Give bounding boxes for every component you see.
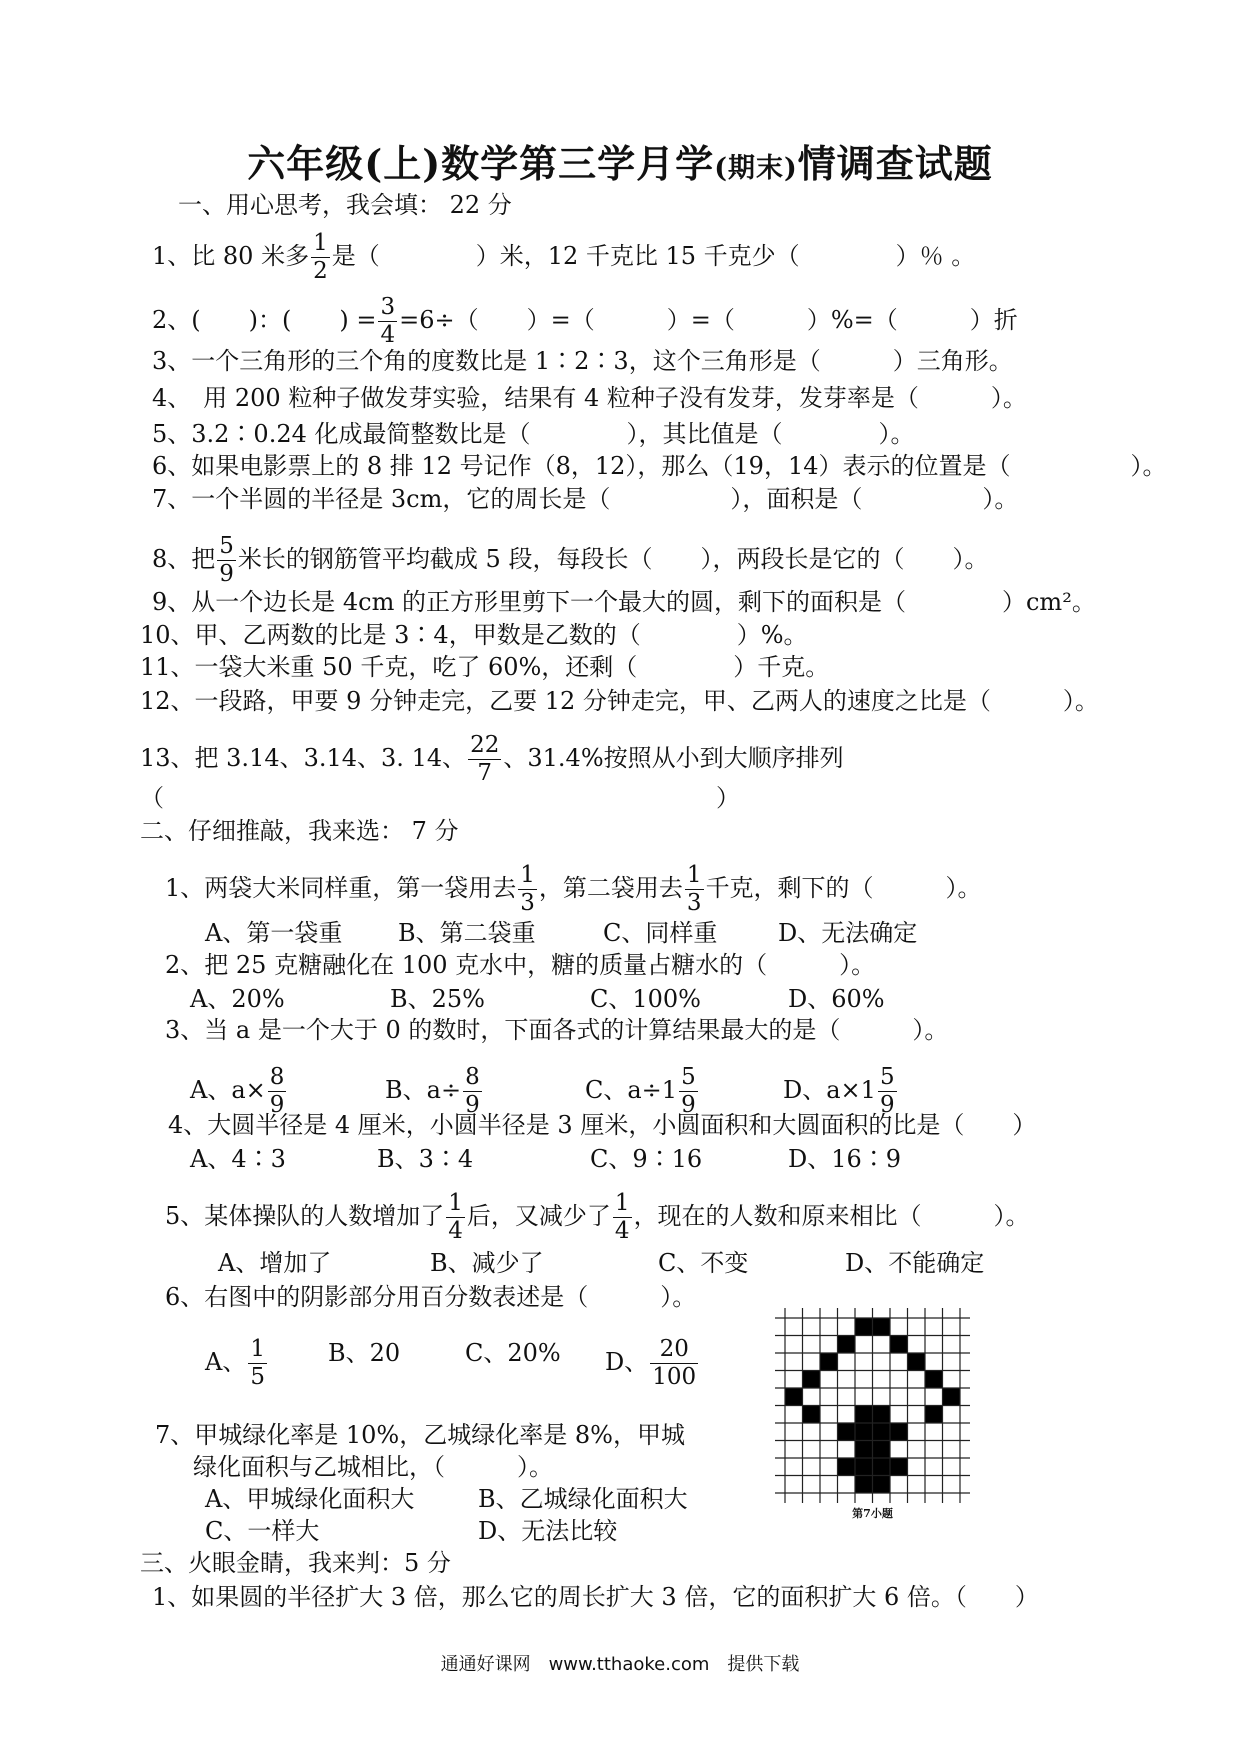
s2-question-7-line2: 绿化面积与乙城相比，（ ）。 [193,1453,553,1481]
s2-question-1: 1、两袋大米同样重，第一袋用去 $\frac{1}{3}$ ，第二袋用去 $\frac{1}{3}$ 千克，剩下的（ ）。 [165,862,982,916]
s1-question-7: 7、一个半圆的半径是 3cm，它的周长是（ ），面积是（ ）。 [152,485,1019,513]
shaded-cell [873,1476,891,1494]
s2-q7-option-d: D、无法比较 [478,1517,618,1545]
s2-question-3: 3、当 a 是一个大于 0 的数时，下面各式的计算结果最大的是（ ）。 [165,1016,949,1044]
s1-question-3: 3、一个三角形的三个角的度数比是 1∶2∶3，这个三角形是（ ）三角形。 [152,347,1013,375]
s2-q5-option-d: D、不能确定 [845,1249,985,1277]
s2-question-2: 2、把 25 克糖融化在 100 克水中，糖的质量占糖水的（ ）。 [165,951,876,979]
shaded-cell [873,1423,891,1441]
s2-q7-option-a: A、甲城绿化面积大 [205,1485,415,1513]
shaded-cell [873,1441,891,1459]
fraction: $\frac{5}{9}$ [681,1064,696,1118]
s1-question-5: 5、3.2∶0.24 化成最简整数比是（ ），其比值是（ ）。 [152,420,915,448]
shaded-cell [855,1476,873,1494]
fraction: $\frac{20}{100}$ [652,1336,697,1390]
s2-q5-option-a: A、增加了 [218,1249,332,1277]
s2-q4-option-b: B、3∶4 [377,1145,474,1173]
fraction: $\frac{1}{2}$ [313,230,328,284]
s2-q6-option-d: D、 $\frac{20}{100}$ [605,1336,697,1390]
s2-q2-option-b: B、25% [390,985,485,1013]
shaded-cell [873,1458,891,1476]
shaded-cell [803,1406,821,1424]
s2-q3-option-b: B、a÷ $\frac{8}{9}$ [385,1064,480,1118]
shaded-cell [838,1336,856,1354]
s2-q5-option-b: B、减少了 [430,1249,544,1277]
shaded-cell [855,1406,873,1424]
shaded-cell [820,1353,838,1371]
shaded-cell [855,1458,873,1476]
s2-question-5: 5、某体操队的人数增加了 $\frac{1}{4}$ 后，又减少了 $\frac{1}{4}$ ，现在的人数和原来相比（ ）。 [165,1190,1030,1244]
s2-q6-option-b: B、20 [328,1339,401,1367]
s2-q4-option-c: C、9∶16 [590,1145,703,1173]
s1-question-13: 13、把 3.14、3.14、3. 14、 $\frac{22}{7}$ 、31.4%按照从小到大顺序排列 [140,732,844,786]
fraction: $\frac{1}{3}$ [686,862,702,916]
s2-q1-option-c: C、同样重 [603,919,718,947]
s1-question-12: 12、一段路，甲要 9 分钟走完，乙要 12 分钟走完，甲、乙两人的速度之比是（ ）。 [140,687,1099,715]
shaded-cell [925,1406,943,1424]
fraction: $\frac{8}{9}$ [269,1064,285,1118]
fraction: $\frac{1}{3}$ [520,862,535,916]
fraction: $\frac{1}{5}$ [250,1336,265,1390]
s2-q3-option-d: D、a×1 $\frac{5}{9}$ [783,1064,895,1118]
s2-q3-option-c: C、a÷1 $\frac{5}{9}$ [585,1064,696,1118]
shaded-cell [838,1423,856,1441]
s2-q4-option-d: D、16∶9 [788,1145,902,1173]
shaded-cell [890,1336,908,1354]
shaded-cell [890,1458,908,1476]
s1-question-11: 11、一袋大米重 50 千克，吃了 60%，还剩（ ）千克。 [140,653,830,681]
page-footer: 通通好课网 www.tthaoke.com 提供下载 [440,1654,800,1675]
shaded-cell [785,1388,803,1406]
shaded-cell [855,1318,873,1336]
shaded-cell [943,1388,961,1406]
shaded-cell [890,1423,908,1441]
fraction: $\frac{1}{4}$ [614,1190,630,1244]
figure-caption: 第7小题 [852,1507,893,1520]
section-1-header: 一、用心思考，我会填： 22 分 [178,191,512,219]
shaded-cell [908,1353,926,1371]
s2-q2-option-a: A、20% [190,985,285,1013]
fraction: $\frac{1}{4}$ [448,1190,463,1244]
shaded-cell [855,1423,873,1441]
s2-q5-option-c: C、不变 [658,1249,749,1277]
s2-q2-option-c: C、100% [590,985,701,1013]
s2-q1-option-d: D、无法确定 [778,919,918,947]
section-2-header: 二、仔细推敲，我来选： 7 分 [140,817,459,845]
fraction: $\frac{22}{7}$ [470,732,500,786]
s1-question-10: 10、甲、乙两数的比是 3∶4，甲数是乙数的（ ）%。 [140,621,808,649]
fraction: $\frac{8}{9}$ [465,1064,480,1118]
s2-q1-option-b: B、第二袋重 [398,919,536,947]
s2-question-4: 4、大圆半径是 4 厘米，小圆半径是 3 厘米，小圆面积和大圆面积的比是（ ） [168,1111,1037,1139]
s1-question-4: 4、 用 200 粒种子做发芽实验，结果有 4 粒种子没有发芽，发芽率是（ ）。 [152,384,1027,412]
s1-question-1: 1、比 80 米多 $\frac{1}{2}$ 是（ ）米，12 千克比 15 千克少（ ）％ 。 [152,230,976,284]
s2-q2-option-d: D、60% [788,985,885,1013]
shaded-cell [838,1458,856,1476]
s2-question-7-line1: 7、甲城绿化率是 10%，乙城绿化率是 8%，甲城 [155,1421,685,1449]
s2-q6-option-a: A、 $\frac{1}{5}$ [205,1336,265,1390]
s2-q1-option-a: A、第一袋重 [205,919,343,947]
shaded-cell [803,1371,821,1389]
s2-question-6: 6、右图中的阴影部分用百分数表述是（ ）。 [165,1283,697,1311]
s2-q4-option-a: A、4∶3 [190,1145,286,1173]
shaded-cell [873,1318,891,1336]
shaded-cell [873,1406,891,1424]
s1-question-2: 2、( )：( ) = $\frac{3}{4}$ =6÷（ ）=（ ）=（ ）%=（ ）折 [152,294,1018,348]
shaded-grid-diagram [775,1308,970,1503]
page-title: 六年级(上)数学第三学月学(期末)情调查试题 [247,141,993,186]
s1-question-9: 9、从一个边长是 4cm 的正方形里剪下一个最大的圆，剩下的面积是（ ）cm²。 [152,588,1096,616]
s2-q3-option-a: A、a× $\frac{8}{9}$ [190,1064,285,1118]
s1-question-13-blank: （ ） [140,784,740,812]
s2-q6-option-c: C、20% [465,1339,561,1367]
fraction: $\frac{5}{9}$ [879,1064,895,1118]
shaded-cell [925,1371,943,1389]
grid-figure [775,1308,970,1521]
s3-question-1: 1、如果圆的半径扩大 3 倍，那么它的周长扩大 3 倍，它的面积扩大 6 倍。（ ） [152,1583,1039,1611]
shaded-cell [855,1441,873,1459]
s2-q7-option-c: C、一样大 [205,1517,320,1545]
fraction: $\frac{5}{9}$ [219,533,234,587]
s1-question-6: 6、如果电影票上的 8 排 12 号记作（8，12），那么（19，14）表示的位置是（ ）。 [152,452,1167,480]
section-3-header: 三、火眼金睛，我来判：5 分 [140,1549,451,1577]
s2-q7-option-b: B、乙城绿化面积大 [478,1485,688,1513]
fraction: $\frac{3}{4}$ [380,294,396,348]
s1-question-8: 8、把 $\frac{5}{9}$ 米长的钢筋管平均截成 5 段，每段长（ ），两段长是它的（ ）。 [152,533,989,587]
